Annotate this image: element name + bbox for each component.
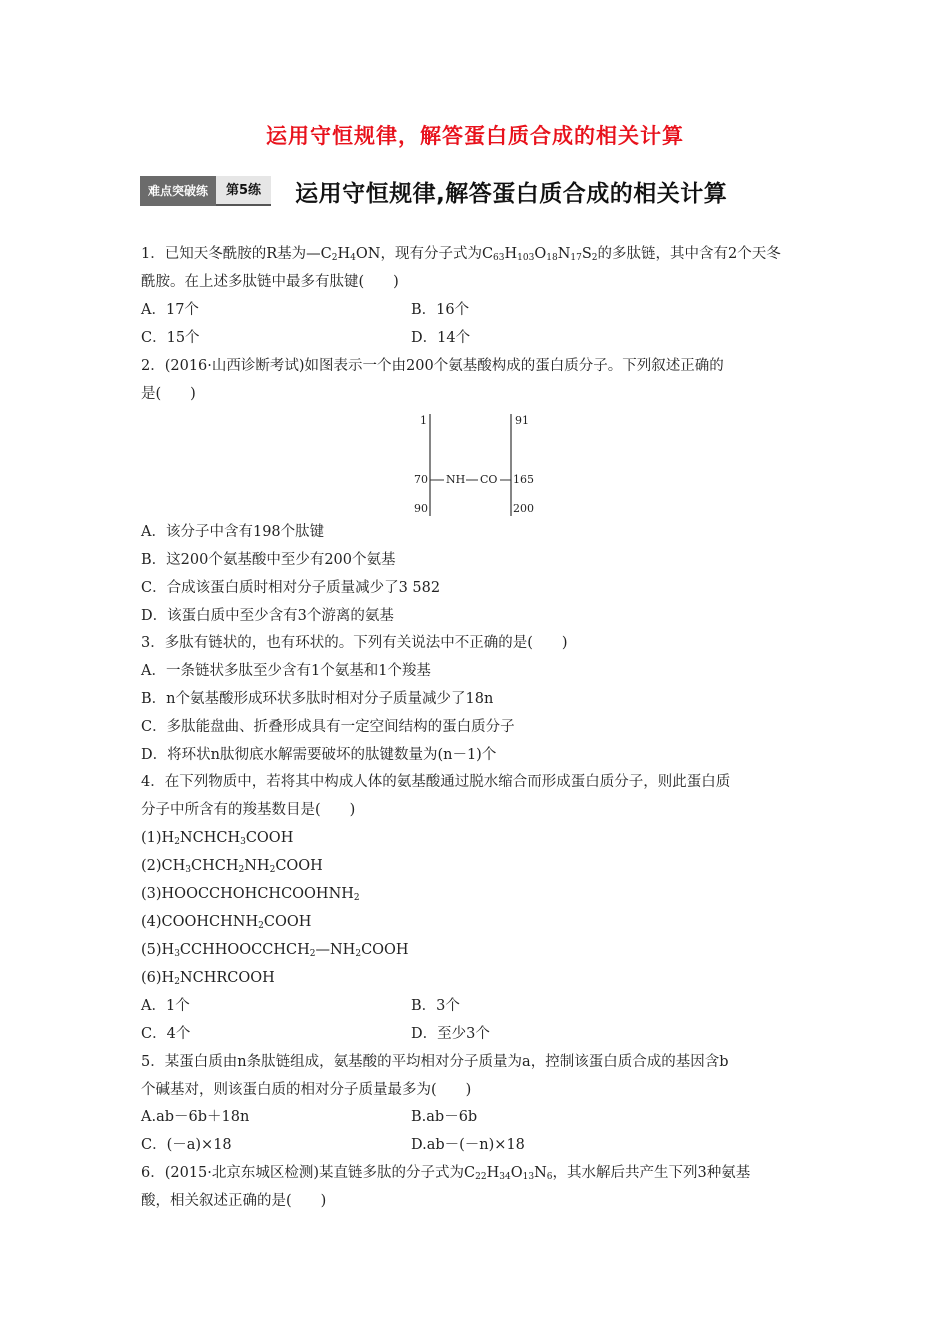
label-200: 200	[513, 502, 534, 515]
question-5-option-c: C．(－a)×18	[141, 1137, 232, 1153]
page-title: 运用守恒规律，解答蛋白质合成的相关计算	[266, 124, 684, 148]
question-4-option-b: B．3个	[411, 998, 460, 1014]
banner-title: 运用守恒规律,解答蛋白质合成的相关计算	[295, 180, 728, 207]
question-3-option-d: D．将环状n肽彻底水解需要破坏的肽键数量为(n－1)个	[141, 747, 497, 763]
question-4-stem: 4．在下列物质中，若将其中构成人体的氨基酸通过脱水缩合而形成蛋白质分子，则此蛋白质	[141, 774, 731, 790]
question-1-stem-cont: 酰胺。在上述多肽链中最多有肽键( )	[141, 274, 399, 290]
question-4-item-4: $(4)COOHCHNH_2COOH$	[141, 914, 312, 931]
question-3-stem: 3．多肽有链状的，也有环状的。下列有关说法中不正确的是( )	[141, 635, 568, 651]
question-6-stem: 6．(2015·北京东城区检测)某直链多肽的分子式为$C_{22}H_{34}O_{13}N_6$，其水解后共产生下列3种氨基	[141, 1165, 751, 1182]
question-4-option-c: C．4个	[141, 1026, 191, 1042]
question-2-stem: 2．(2016·山西诊断考试)如图表示一个由200个氨基酸构成的蛋白质分子。下列叙述正确的	[141, 358, 724, 374]
question-6-stem-cont: 酸，相关叙述正确的是( )	[141, 1193, 327, 1209]
question-3-option-a: A．一条链状多肽至少含有1个氨基和1个羧基	[141, 663, 431, 679]
label-70: 70	[414, 473, 428, 486]
section-tag: 难点突破练	[140, 176, 216, 206]
question-5-stem-cont: 个碱基对，则该蛋白质的相对分子质量最多为( )	[141, 1082, 472, 1098]
section-banner	[140, 176, 727, 206]
question-3-option-c: C．多肽能盘曲、折叠形成具有一定空间结构的蛋白质分子	[141, 719, 515, 735]
question-3-option-b: B．n个氨基酸形成环状多肽时相对分子质量减少了18n	[141, 691, 494, 707]
label-co: CO	[480, 473, 498, 486]
protein-diagram	[400, 408, 560, 520]
question-5-stem: 5．某蛋白质由n条肽链组成，氨基酸的平均相对分子质量为a，控制该蛋白质合成的基因含b	[141, 1054, 729, 1070]
question-5-option-a: A.ab－6b＋18n	[141, 1109, 250, 1125]
question-4-option-d: D．至少3个	[411, 1026, 490, 1042]
question-4-option-a: A．1个	[141, 998, 190, 1014]
question-2-option-d: D．该蛋白质中至少含有3个游离的氨基	[141, 608, 394, 624]
question-2-stem-cont: 是( )	[141, 386, 196, 402]
question-4-item-1: $(1)H_2NCHCH_3COOH$	[141, 830, 294, 847]
question-4-item-6: $(6)H_2NCHRCOOH$	[141, 970, 275, 987]
label-1: 1	[420, 414, 427, 427]
question-1-option-a: A．17个	[141, 302, 199, 318]
question-5-option-d: D.ab－(－n)×18	[411, 1137, 525, 1153]
label-nh: NH	[446, 473, 466, 486]
question-5-option-b: B.ab－6b	[411, 1109, 478, 1125]
question-1-option-b: B．16个	[411, 302, 470, 318]
label-90: 90	[414, 502, 428, 515]
question-1-option-d: D．14个	[411, 330, 471, 346]
question-1-stem: 1．已知天冬酰胺的R基为$—C_2H_4ON$，现有分子式为$C_{63}H_{103}O_{18}N_{17}S_2$的多肽链，其中含有2个天冬	[141, 246, 781, 263]
question-2-option-a: A．该分子中含有198个肽键	[141, 524, 325, 540]
question-2-option-c: C．合成该蛋白质时相对分子质量减少了3 582	[141, 580, 441, 596]
label-91: 91	[515, 414, 529, 427]
question-4-item-5: $(5)H_3CCHHOOCCHCH_2—NH_2COOH$	[141, 942, 409, 959]
question-4-item-3: $(3)HOOCCHOHCHCOOHNH_2$	[141, 886, 360, 903]
label-165: 165	[513, 473, 534, 486]
question-4-stem-cont: 分子中所含有的羧基数目是( )	[141, 802, 356, 818]
question-2-option-b: B．这200个氨基酸中至少有200个氨基	[141, 552, 396, 568]
question-4-item-2: $(2)CH_3CHCH_2NH_2COOH$	[141, 858, 323, 875]
exercise-number-tag: 第5练	[216, 176, 271, 206]
question-1-option-c: C．15个	[141, 330, 200, 346]
